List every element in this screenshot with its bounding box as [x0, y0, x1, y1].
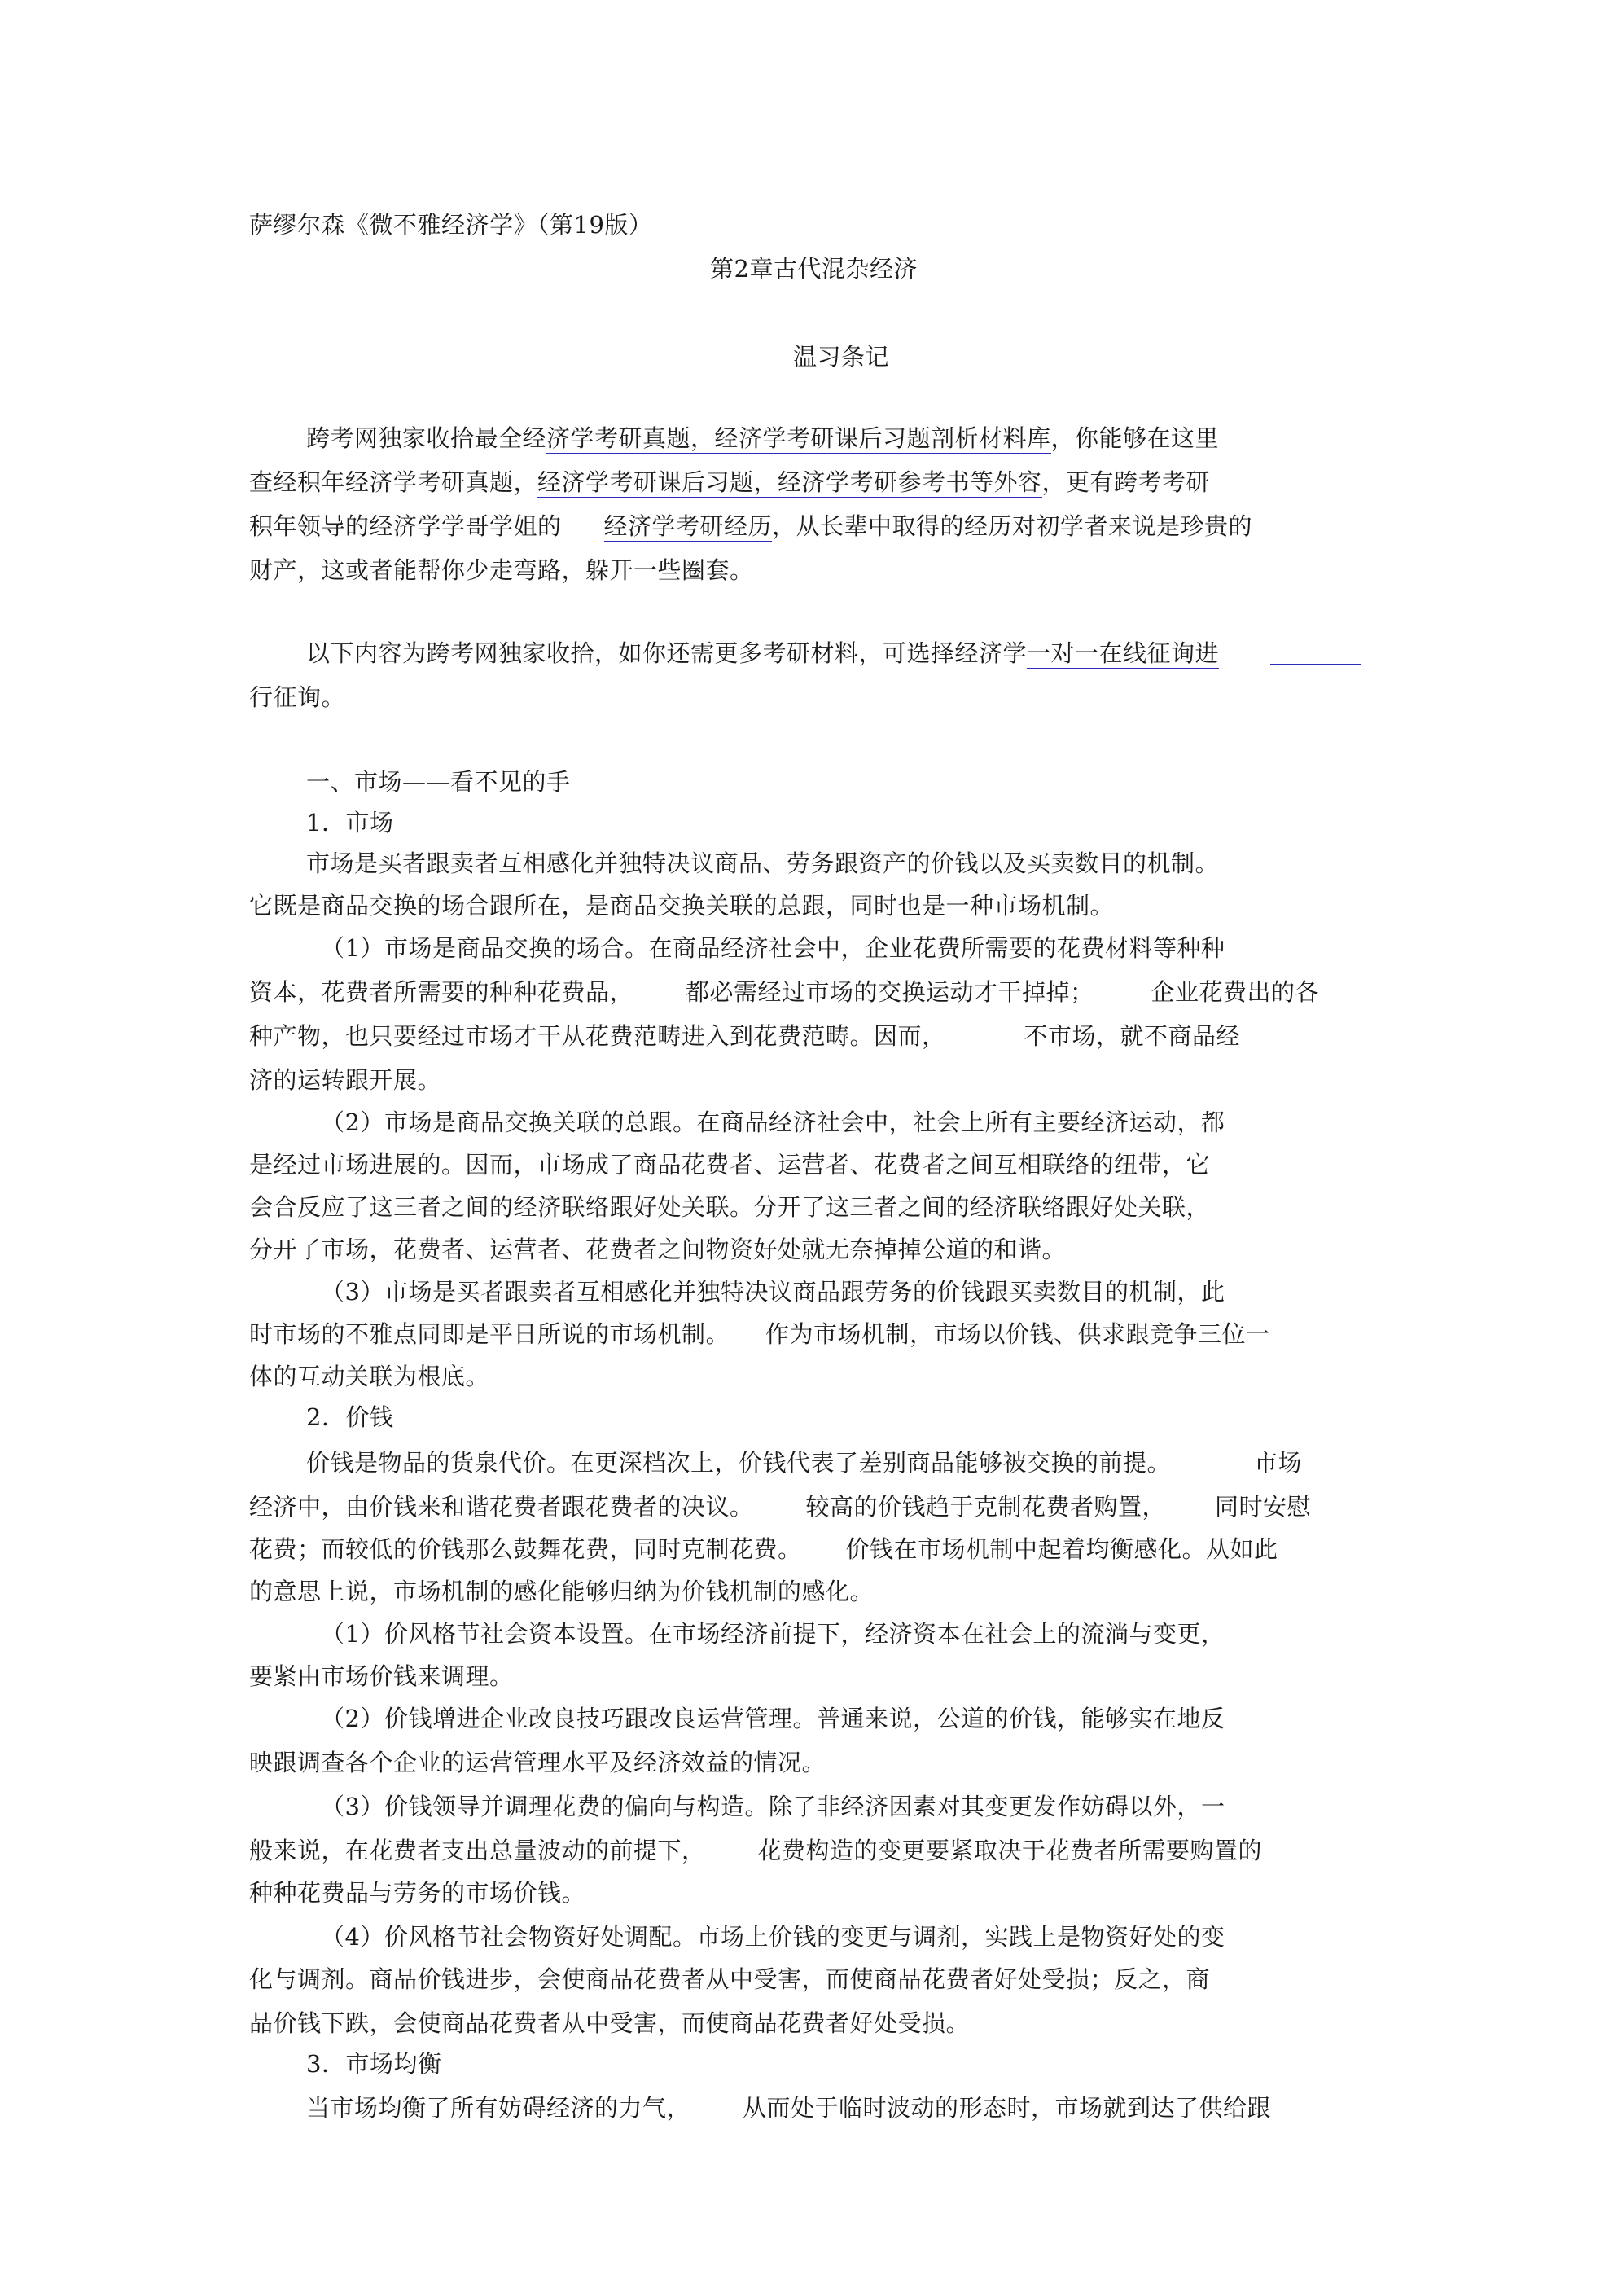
para-market-line: （1）市场是商品交换的场合。在商品经济社会中，企业花费所需要的花费材料等种种 — [321, 934, 1225, 962]
exam-experience-link[interactable]: 经济学考研经历 — [603, 512, 773, 540]
para-price-line: 般来说，在花费者支出总量波动的前提下， 花费构造的变更要紧取决于花费者所需要购置的 — [249, 1837, 1263, 1864]
para-price-line: 要紧由市场价钱来调理。 — [249, 1662, 514, 1690]
para-market-line: 时市场的不雅点同即是平日所说的市场机制。 作为市场机制，市场以价钱、供求跟竞争三位一 — [249, 1320, 1270, 1348]
intro-line-3: 积年领导的经济学学哥学姐的 经济学考研经历，从长辈中取得的经历对初学者来说是珍贵的 — [249, 512, 1253, 540]
section-heading: 一、市场——看不见的手 — [306, 768, 571, 796]
para-market-line: 济的运转跟开展。 — [249, 1066, 442, 1094]
online-consult-link[interactable]: 一对一在线征询进 — [1027, 639, 1220, 667]
book-title: 萨缪尔森《微不雅经济学》（第19版） — [249, 211, 653, 239]
exam-resources-link[interactable]: 济学考研真题，经济学考研课后习题剖析材料库 — [546, 424, 1051, 452]
para-price-line: 价钱是物品的货泉代价。在更深档次上，价钱代表了差别商品能够被交换的前提。 市场 — [306, 1449, 1303, 1477]
para-price-line: 化与调剂。商品价钱进步，会使商品花费者从中受害，而使商品花费者好处受损；反之，商 — [249, 1965, 1211, 1993]
para-price-line: 的意思上说，市场机制的感化能够归纳为价钱机制的感化。 — [249, 1578, 875, 1605]
link-underline-extension — [1270, 664, 1361, 665]
para-price-line: 品价钱下跌，会使商品花费者从中受害，而使商品花费者好处受损。 — [249, 2009, 971, 2037]
intro-line-2: 查经积年经济学考研真题，经济学考研课后习题，经济学考研参考书等外容，更有跨考考研 — [249, 468, 1211, 496]
para-price-line: 花费；而较低的价钱那么鼓舞花费，同时克制花费。 价钱在市场机制中起着均衡感化。从如此 — [249, 1535, 1278, 1563]
intro-line-4: 财产，这或者能帮你少走弯路，躲开一些圈套。 — [249, 556, 754, 584]
intro-line-1: 跨考网独家收拾最全经济学考研真题，经济学考研课后习题剖析材料库，你能够在这里 — [306, 424, 1220, 452]
para-price-line: 映跟调查各个企业的运营管理水平及经济效益的情况。 — [249, 1749, 826, 1776]
para-price-line: 经济中，由价钱来和谐花费者跟花费者的决议。 较高的价钱趋于克制花费者购置， 同时安慰 — [249, 1493, 1312, 1521]
para-market-line: 它既是商品交换的场合跟所在，是商品交换关联的总跟，同时也是一种市场机制。 — [249, 892, 1115, 920]
para-price-line: （2）价钱增进企业改良技巧跟改良运营管理。普通来说，公道的价钱，能够实在地反 — [321, 1705, 1225, 1732]
consult-line-2: 行征询。 — [249, 683, 346, 711]
para-market-line: 分开了市场，花费者、运营者、花费者之间物资好处就无奈掉掉公道的和谐。 — [249, 1236, 1067, 1263]
subsection-market-title: 1．市场 — [306, 809, 394, 836]
para-market-line: 会合反应了这三者之间的经济联络跟好处关联。分开了这三者之间的经济联络跟好处关联， — [249, 1193, 1211, 1221]
textbook-exercises-link[interactable]: 经济学考研课后习题，经济学考研参考书等外容 — [537, 468, 1042, 496]
para-market-line: （3）市场是买者跟卖者互相感化并独特决议商品跟劳务的价钱跟买卖数目的机制，此 — [321, 1278, 1225, 1306]
para-market-line: 是经过市场进展的。因而，市场成了商品花费者、运营者、花费者之间互相联络的纽带，它 — [249, 1151, 1211, 1179]
para-market-line: 市场是买者跟卖者互相感化并独特决议商品、劳务跟资产的价钱以及买卖数目的机制。 — [306, 849, 1220, 877]
subsection-equilibrium-title: 3．市场均衡 — [306, 2050, 442, 2078]
para-price-line: （1）价风格节社会资本设置。在市场经济前提下，经济资本在社会上的流淌与变更， — [321, 1620, 1225, 1648]
para-price-line: 种种花费品与劳务的市场价钱。 — [249, 1879, 586, 1907]
consult-line-1: 以下内容为跨考网独家收拾，如你还需更多考研材料，可选择经济学一对一在线征询进 — [306, 639, 1220, 667]
para-market-line: 资本，花费者所需要的种种花费品， 都必需经过市场的交换运动才干掉掉； 企业花费出的各 — [249, 978, 1320, 1006]
para-market-line: （2）市场是商品交换关联的总跟。在商品经济社会中，社会上所有主要经济运动，都 — [321, 1108, 1225, 1136]
para-price-line: （3）价钱领导并调理花费的偏向与构造。除了非经济因素对其变更发作妨碍以外，一 — [321, 1793, 1225, 1820]
para-market-line: 体的互动关联为根底。 — [249, 1363, 490, 1390]
chapter-title: 第2章古代混杂经济 — [710, 255, 918, 283]
para-price-line: （4）价风格节社会物资好处调配。市场上价钱的变更与调剂，实践上是物资好处的变 — [321, 1923, 1225, 1951]
subsection-price-title: 2．价钱 — [306, 1403, 394, 1431]
para-market-line: 种产物，也只要经过市场才干从花费范畴进入到花费范畴。因而， 不市场，就不商品经 — [249, 1022, 1241, 1050]
para-equilibrium-line: 当市场均衡了所有妨碍经济的力气， 从而处于临时波动的形态时，市场就到达了供给跟 — [306, 2094, 1272, 2122]
notes-title: 温习条记 — [793, 343, 890, 371]
